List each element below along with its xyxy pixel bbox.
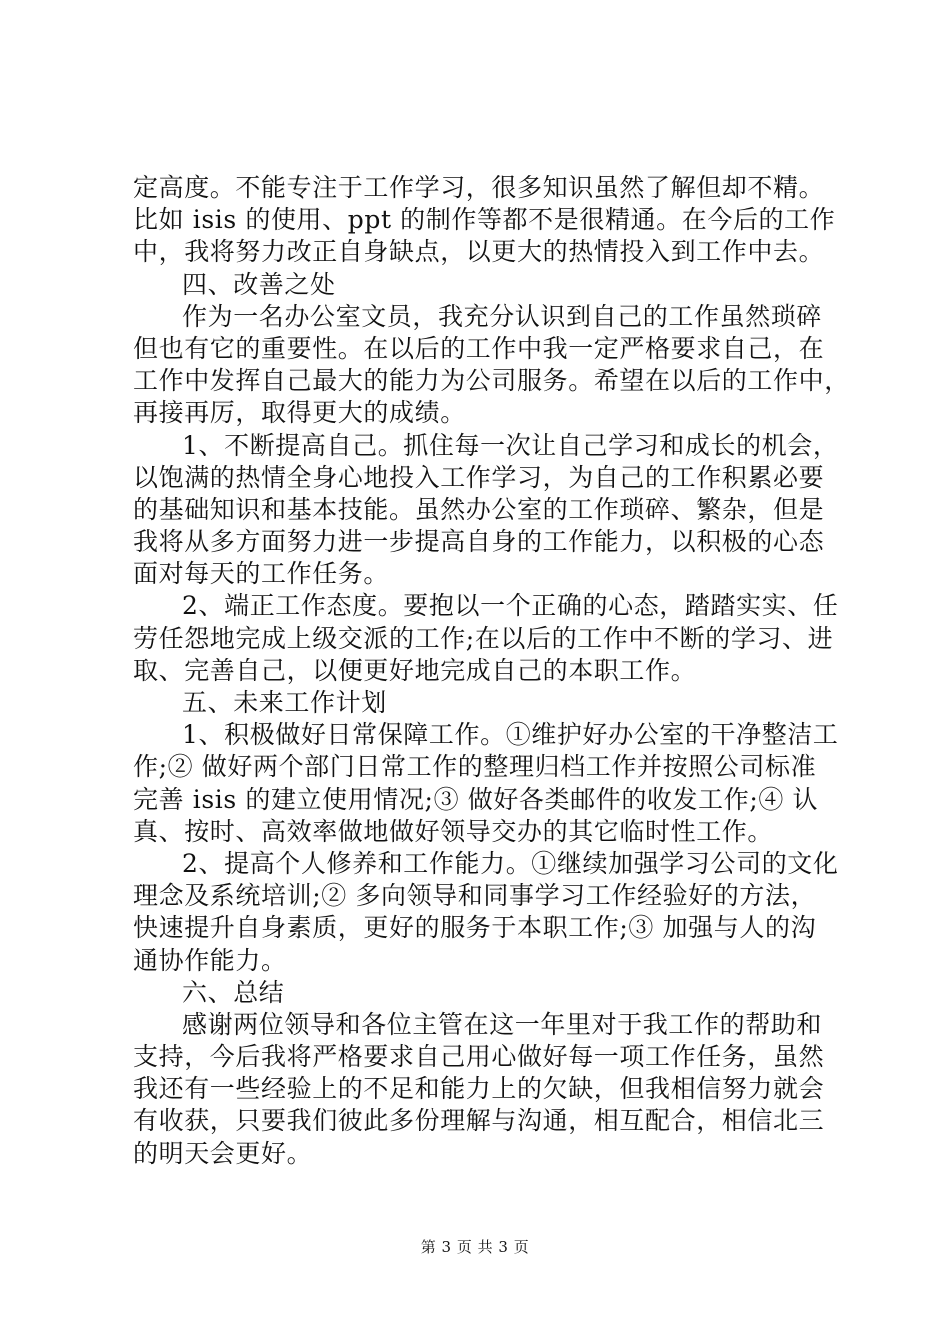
- text-line: 2、端正工作态度。要抱以一个正确的心态，踏踏实实、任: [182, 591, 839, 621]
- text-line: 完善 isis 的建立使用情况;③ 做好各类邮件的收发工作;④ 认: [133, 784, 819, 814]
- text-line: 快速提升自身素质，更好的服务于本职工作;③ 加强与人的沟: [133, 913, 817, 943]
- text-line: 工作中发挥自己最大的能力为公司服务。希望在以后的工作中，: [133, 366, 850, 396]
- text-line: 我还有一些经验上的不足和能力上的欠缺，但我相信努力就会: [133, 1074, 825, 1104]
- text-line: 有收获，只要我们彼此多份理解与沟通，相互配合，相信北三: [133, 1106, 825, 1136]
- text-line: 1、积极做好日常保障工作。①维护好办公室的干净整洁工: [182, 720, 839, 750]
- text-line: 真、按时、高效率做地做好领导交办的其它临时性工作。: [133, 816, 774, 846]
- text-line: 面对每天的工作任务。: [133, 559, 390, 589]
- page-number-footer: 第 3 页 共 3 页: [420, 1238, 530, 1256]
- text-line: 以饱满的热情全身心地投入工作学习，为自己的工作积累必要: [133, 462, 825, 492]
- text-line: 比如 isis 的使用、ppt 的制作等都不是很精通。在今后的工作: [133, 205, 836, 235]
- text-line: 取、完善自己，以便更好地完成自己的本职工作。: [133, 655, 697, 685]
- section-heading: 四、改善之处: [182, 269, 336, 299]
- text-line: 理念及系统培训;② 多向领导和同事学习工作经验好的方法，: [133, 881, 817, 911]
- text-line: 支持，今后我将严格要求自己用心做好每一项工作任务，虽然: [133, 1042, 825, 1072]
- text-line: 但也有它的重要性。在以后的工作中我一定严格要求自己，在: [133, 333, 825, 363]
- document-body: [133, 172, 850, 1170]
- text-line: 中，我将努力改正自身缺点，以更大的热情投入到工作中去。: [133, 237, 825, 267]
- text-line: 定高度。不能专注于工作学习，很多知识虽然了解但却不精。: [133, 173, 825, 202]
- text-line: 的基础知识和基本技能。虽然办公室的工作琐碎、繁杂，但是: [133, 494, 825, 524]
- section-heading: 五、未来工作计划: [182, 688, 387, 717]
- text-line: 我将从多方面努力进一步提高自身的工作能力，以积极的心态: [133, 527, 825, 557]
- text-line: 作;② 做好两个部门日常工作的整理归档工作并按照公司标准: [133, 752, 817, 782]
- text-line: 劳任怨地完成上级交派的工作;在以后的工作中不断的学习、进: [133, 623, 834, 653]
- text-line: 1、不断提高自己。抓住每一次让自己学习和成长的机会，: [182, 430, 839, 460]
- text-line: 的明天会更好。: [133, 1138, 313, 1168]
- text-line: 2、提高个人修养和工作能力。①继续加强学习公司的文化: [182, 848, 839, 878]
- text-line: 通协作能力。: [133, 945, 287, 975]
- text-line: 感谢两位领导和各位主管在这一年里对于我工作的帮助和: [182, 1009, 823, 1039]
- text-line: 再接再厉，取得更大的成绩。: [133, 398, 466, 428]
- text-line: 作为一名办公室文员，我充分认识到自己的工作虽然琐碎: [182, 301, 823, 331]
- section-heading: 六、总结: [182, 977, 285, 1007]
